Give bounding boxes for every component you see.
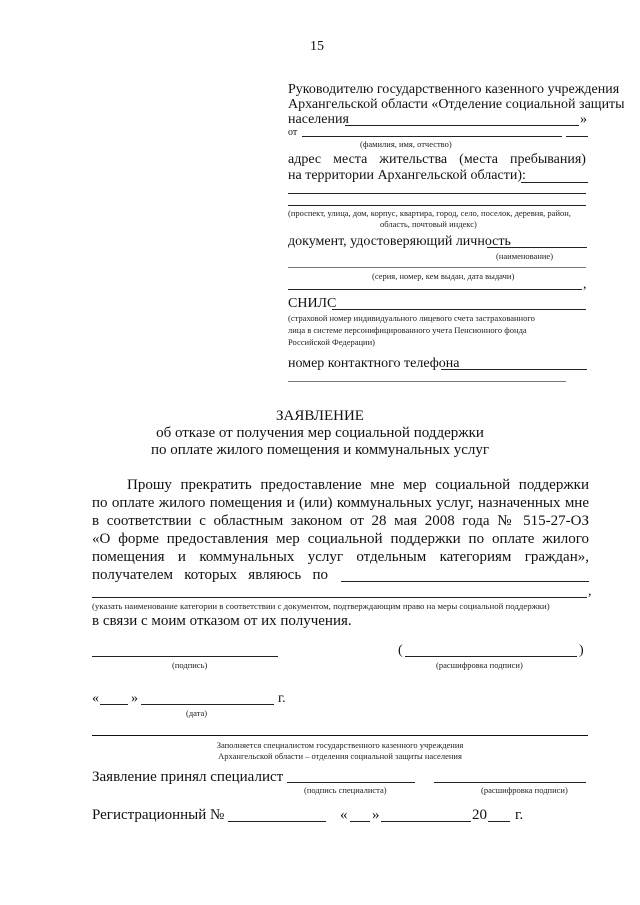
addressee-line-1: Руководителю государственного казенного учреждения — [288, 82, 620, 97]
decode-blank[interactable] — [405, 656, 577, 657]
snils-hint-3: Российской Федерации) — [288, 337, 375, 347]
address-blank-3[interactable] — [288, 205, 586, 206]
id-document-blank-3[interactable] — [288, 289, 582, 290]
specialist-signature-blank[interactable] — [287, 782, 415, 783]
body-line-5: помещения и коммунальных услуг отдельным категориям граждан», — [92, 549, 589, 565]
address-word: (места — [459, 152, 498, 167]
reg-century: 20 — [472, 807, 487, 823]
snils-label: СНИЛС — [288, 296, 337, 311]
addressee-line-3: населения — [288, 112, 349, 127]
doc-title-line-2: об отказе от получения мер социальной поддержки — [156, 425, 484, 441]
section-divider — [92, 735, 588, 736]
address-hint-2: область, почтовый индекс) — [380, 219, 477, 229]
fio-hint: (фамилия, имя, отчество) — [360, 139, 452, 149]
address-blank-2[interactable] — [288, 193, 586, 194]
decode-hint: (расшифровка подписи) — [436, 660, 523, 670]
date-open-quote: « — [92, 691, 99, 706]
address-word: жительства — [379, 152, 448, 167]
body-line-1: Прошу прекратить предоставление мне мер социальной поддержки — [127, 477, 589, 493]
page-number: 15 — [310, 39, 324, 54]
addressee-line-2: Архангельской области «Отделение социальной защиты — [288, 97, 625, 112]
reg-year-blank[interactable] — [488, 821, 510, 822]
from-label: от — [288, 127, 298, 138]
reg-close-quote: » — [372, 807, 380, 823]
date-close-quote: » — [131, 691, 138, 706]
id-document-details-hint: (серия, номер, кем выдан, дата выдачи) — [372, 271, 515, 281]
phone-blank-2[interactable] — [288, 381, 566, 382]
phone-blank[interactable] — [441, 369, 587, 370]
specialist-note-2: Архангельской области – отделения социальной защиты населения — [218, 751, 462, 761]
body-line-3: в соответствии с областным законом от 28 мая 2008 года № 515-27-ОЗ — [92, 513, 589, 529]
address-word: адрес — [288, 152, 322, 167]
accepted-label: Заявление принял специалист — [92, 769, 284, 785]
decode-open-paren: ( — [398, 643, 403, 658]
specialist-decode-blank[interactable] — [434, 782, 586, 783]
id-document-hint: (наименование) — [496, 251, 554, 261]
signature-hint: (подпись) — [172, 660, 208, 670]
body-line-6: получателем которых являюсь по — [92, 567, 328, 583]
snils-hint-1: (страховой номер индивидуального лицевого счета застрахованного — [288, 313, 535, 323]
closing-quote: » — [580, 112, 587, 127]
category-blank-2[interactable] — [92, 597, 587, 598]
id-document-blank[interactable] — [487, 247, 587, 248]
specialist-signature-hint: (подпись специалиста) — [304, 785, 387, 795]
address-word: пребывания) — [509, 152, 586, 167]
body-line-7: в связи с моим отказом от их получения. — [92, 613, 352, 629]
specialist-note-1: Заполняется специалистом государственного казенного учреждения — [216, 740, 464, 750]
specialist-decode-hint: (расшифровка подписи) — [481, 785, 568, 795]
body-line-4: «О форме предоставления мер социальной поддержки по оплате жилого — [92, 531, 589, 547]
address-line-1 — [288, 152, 586, 168]
phone-label: номер контактного телефона — [288, 356, 460, 371]
reg-open-quote: « — [340, 807, 348, 823]
snils-hint-2: лица в системе персонифицированного учета Пенсионного фонда — [288, 325, 527, 335]
year-suffix: г. — [278, 691, 286, 706]
doc-title: ЗАЯВЛЕНИЕ — [276, 408, 364, 424]
address-line-2: на территории Архангельской области): — [288, 168, 526, 183]
address-blank-1[interactable] — [521, 182, 588, 183]
body-line-2: по оплате жилого помещения и (или) коммунальных услуг, назначенных мне — [92, 495, 589, 511]
reg-day-blank[interactable] — [350, 821, 370, 822]
address-hint-1: (проспект, улица, дом, корпус, квартира, город, село, поселок, деревня, район, — [288, 208, 571, 218]
category-blank[interactable] — [341, 581, 589, 582]
signature-blank[interactable] — [92, 656, 278, 657]
date-day-blank[interactable] — [100, 704, 128, 705]
doc-title-line-3: по оплате жилого помещения и коммунальных услуг — [150, 442, 490, 458]
decode-close-paren: ) — [579, 643, 584, 658]
fio-blank[interactable] — [302, 136, 562, 137]
reg-year-suffix: г. — [515, 807, 524, 823]
comma: , — [588, 584, 592, 599]
date-hint: (дата) — [186, 708, 208, 718]
registration-label: Регистрационный № — [92, 807, 225, 823]
address-word: места — [333, 152, 368, 167]
snils-blank[interactable] — [332, 309, 586, 310]
department-blank[interactable] — [345, 125, 579, 126]
comma: , — [583, 277, 587, 292]
id-document-label: документ, удостоверяющий личность — [288, 234, 511, 249]
reg-month-blank[interactable] — [381, 821, 471, 822]
id-document-blank-2[interactable] — [288, 267, 586, 268]
registration-number-blank[interactable] — [228, 821, 326, 822]
date-month-blank[interactable] — [141, 704, 274, 705]
fio-blank-tail[interactable] — [566, 136, 588, 137]
category-hint: (указать наименование категории в соответствии с документом, подтверждающим право на меры социальной поддержки) — [92, 601, 550, 611]
